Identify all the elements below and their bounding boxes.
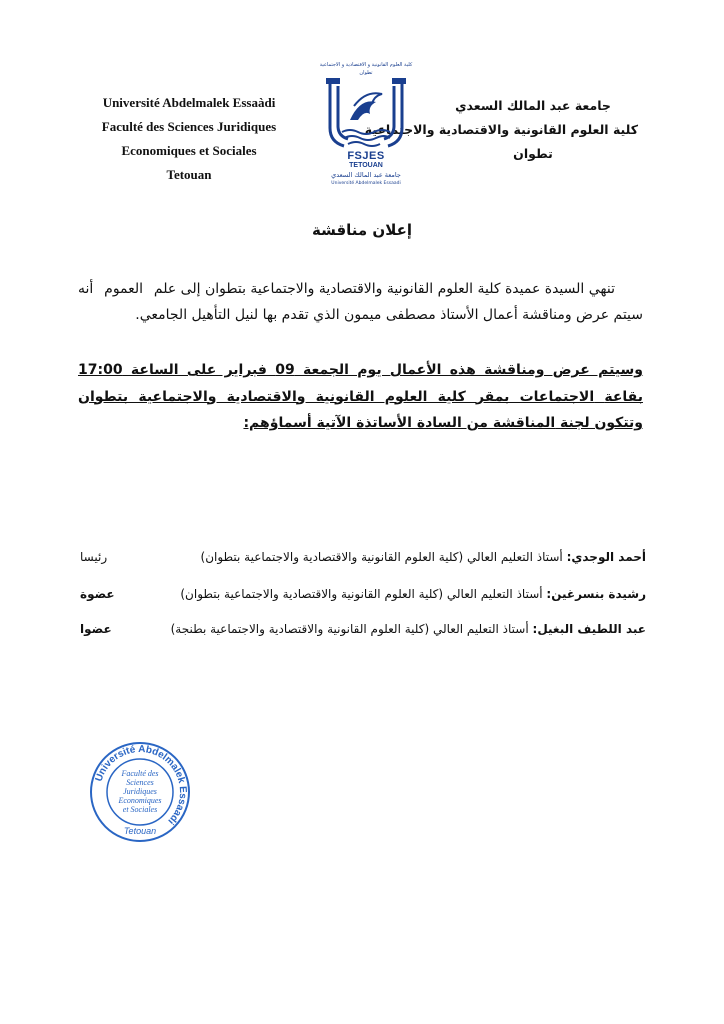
announcement-line-1: وسيتم عرض ومناقشة هذه الأعمال يوم الجمعة 09 فبراير على الساعة 17:00 بقاعة bbox=[78, 362, 644, 405]
faculty-logo bbox=[318, 62, 414, 190]
intro-paragraph bbox=[78, 276, 643, 328]
member-name: أحمد الوجدي: bbox=[566, 550, 646, 564]
member-role: عضوة bbox=[80, 587, 115, 601]
stamp-inner-1: Faculté des bbox=[121, 769, 159, 778]
member-role: رئيسا bbox=[80, 550, 108, 564]
member-description: أستاذ التعليم العالي (كلية العلوم القانونية والاقتصادية والاجتماعية بتطوان) bbox=[200, 550, 563, 564]
announcement-line-2: الاجتماعات بمقر كلية العلوم القانونية والاقتصادية والاجتماعية بتطوان وتتكون لجنة bbox=[78, 388, 643, 431]
faculty-name-fr-1: Faculté des Sciences Juridiques bbox=[101, 119, 277, 134]
stamp-bottom-text: Tetouan bbox=[123, 826, 157, 836]
intro-line-3: الجامعي. bbox=[135, 307, 188, 323]
logo-university-ar: جامعة عبد المالك السعدي bbox=[331, 171, 401, 179]
stamp-ring-text: Université Abdelmalek Essaadi bbox=[93, 743, 189, 827]
logo-top-city: تطوان bbox=[359, 70, 373, 76]
official-stamp bbox=[88, 740, 192, 844]
stamp-inner-2: Sciences bbox=[126, 778, 154, 787]
member-name: عبد اللطيف البغيل: bbox=[532, 622, 646, 636]
faculty-name-ar: كلية العلوم القانونية والاقتصادية والاجتماعية bbox=[364, 122, 638, 137]
logo-top-text: كلية العلوم القانونية و الاقتصادية و الاجتماعية bbox=[319, 62, 413, 68]
stamp-inner-5: et Sociales bbox=[122, 805, 158, 814]
faculty-name-fr-2: Economiques et Sociales bbox=[121, 143, 257, 158]
stamp-inner-4: Economiques bbox=[118, 796, 162, 805]
document-title: إعلان مناقشة bbox=[311, 221, 413, 239]
logo-emblem-icon bbox=[324, 76, 408, 152]
announcement-paragraph bbox=[78, 357, 643, 437]
stamp-seal-icon bbox=[88, 740, 192, 844]
committee-member-3 bbox=[80, 622, 646, 642]
member-name: رشيدة بنسرغين: bbox=[546, 587, 646, 601]
announcement-line-3: المناقشة من السادة الأساتذة الآتية أسماؤهم: bbox=[243, 415, 556, 431]
stamp-inner-3: Juridiques bbox=[123, 787, 157, 796]
logo-acronym: FSJES bbox=[347, 150, 385, 162]
committee-member-2 bbox=[80, 587, 646, 607]
member-description: أستاذ التعليم العالي (كلية العلوم القانونية والاقتصادية والاجتماعية بطنجة) bbox=[170, 622, 529, 636]
member-description: أستاذ التعليم العالي (كلية العلوم القانونية والاقتصادية والاجتماعية بتطوان) bbox=[180, 587, 543, 601]
university-name-ar: جامعة عبد المالك السعدي bbox=[455, 98, 611, 113]
university-name-fr: Université Abdelmalek Essaàdi bbox=[102, 95, 276, 110]
intro-line-1: تنهي السيدة عميدة كلية العلوم القانونية والاقتصادية والاجتماعية بتطوان إلى علم bbox=[153, 281, 615, 297]
logo-city: TETOUAN bbox=[349, 162, 383, 169]
intro-line-2: العموم أنه سيتم عرض ومناقشة أعمال الأستاذ مصطفى ميمون الذي تقدم بها لنيل التأهيل bbox=[78, 281, 643, 323]
city-ar: تطوان bbox=[513, 146, 553, 161]
header-french bbox=[84, 91, 294, 187]
committee-member-1 bbox=[80, 550, 646, 570]
logo-university-fr: Université Abdelmalek Essaadi bbox=[331, 181, 401, 186]
city-fr: Tetouan bbox=[166, 167, 212, 182]
member-role: عضوا bbox=[80, 622, 112, 636]
